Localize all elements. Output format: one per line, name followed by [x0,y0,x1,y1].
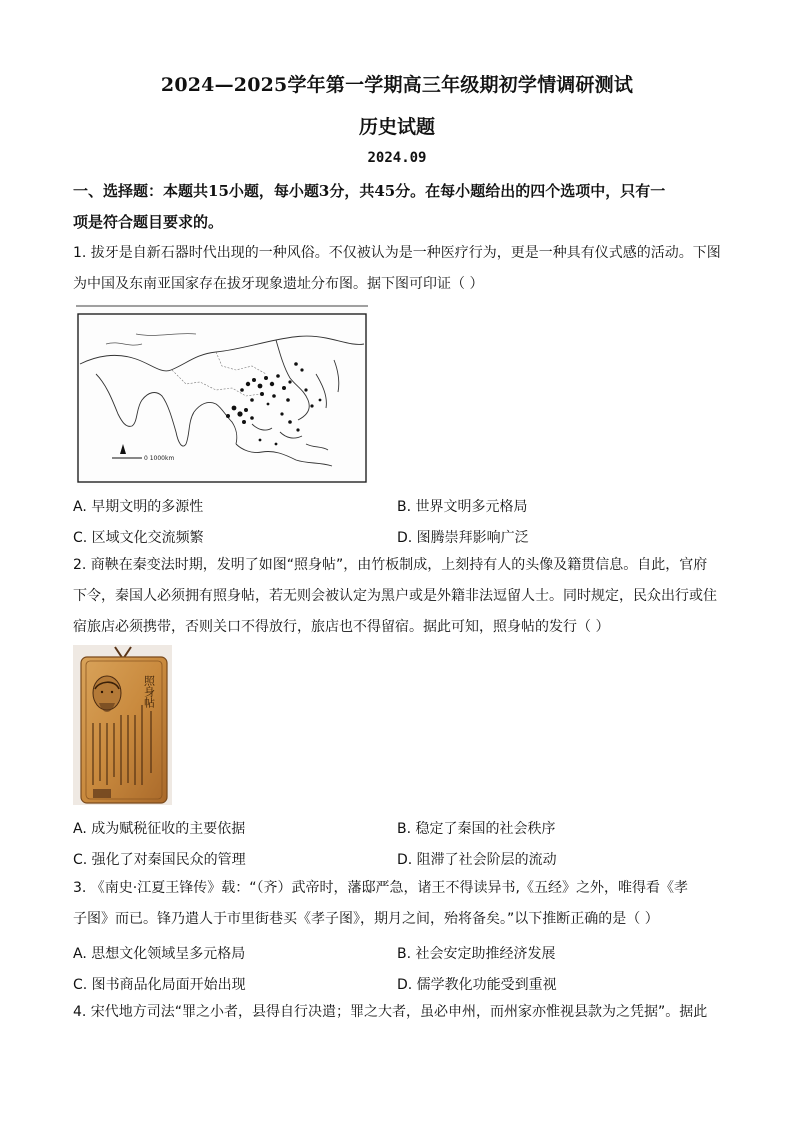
exam-date: 2024.09 [367,150,427,166]
section-heading-line-1: 一、选择题：本题共15小题，每小题3分，共45分。在每小题给出的四个选项中，只有一 [73,182,666,200]
pass-title: 照身帖 [142,675,156,708]
question-1-line-1: 1. 拔牙是自新石器时代出现的一种风俗。不仅被认为是一种医疗行为，更是一种具有仪式感的活动。下图 [73,245,721,261]
question-1-stem [73,238,723,300]
q2-option-c[interactable]: C. 强化了对秦国民众的管理 [73,852,246,868]
tooth-extraction-distribution-map [76,304,368,486]
question-2-line-2: 下令，秦国人必须拥有照身帖，若无则会被认定为黑户或是外籍非法逗留人士。同时规定，民众出行或住 [73,588,717,604]
question-3-line-2: 子图》而已。锋乃遣人于市里街巷买《孝子图》，期月之间，殆将备矣。”以下推断正确的是（ ） [73,911,659,927]
bamboo-pass-drawing [73,645,172,805]
q3-option-c[interactable]: C. 图书商品化局面开始出现 [73,977,246,993]
q1-option-c[interactable]: C. 区域文化交流频繁 [73,530,204,546]
question-2-line-1: 2. 商鞅在秦变法时期，发明了如图“照身帖”，由竹板制成，上刻持有人的头像及籍贯信息。自此，官府 [73,557,708,573]
question-3-stem [73,873,723,935]
exam-title: 2024—2025学年第一学期高三年级期初学情调研测试 [160,74,634,96]
q3-option-a[interactable]: A. 思想文化领域呈多元格局 [73,946,246,962]
map-scale-label: 0 1000km [144,455,175,462]
q1-option-a[interactable]: A. 早期文明的多源性 [73,499,204,515]
section-heading-line-2: 项是符合题目要求的。 [73,213,224,231]
question-4-stem [73,997,723,1028]
q1-option-b[interactable]: B. 世界文明多元格局 [397,499,528,515]
question-2-stem [73,550,723,643]
question-3-line-1: 3. 《南史·江夏王锋传》载：“（齐）武帝时，藩邸严急，诸王不得读异书,《五经》之外，唯得看《孝 [73,880,688,896]
bamboo-identity-pass-photo [73,645,172,805]
question-1-line-2: 为中国及东南亚国家存在拔牙现象遗址分布图。据下图可印证（ ） [73,276,484,292]
q2-option-d[interactable]: D. 阻滞了社会阶层的流动 [397,852,557,868]
q1-option-d[interactable]: D. 图腾崇拜影响广泛 [397,530,529,546]
q3-option-b[interactable]: B. 社会安定助推经济发展 [397,946,556,962]
q2-option-a[interactable]: A. 成为赋税征收的主要依据 [73,821,246,837]
subject-title: 历史试题 [358,116,435,138]
map-drawing [76,304,368,486]
q2-option-b[interactable]: B. 稳定了秦国的社会秩序 [397,821,556,837]
section-heading [73,176,723,238]
question-2-line-3: 宿旅店必须携带，否则关口不得放行，旅店也不得留宿。据此可知，照身帖的发行（ ） [73,619,610,635]
question-4-line-1: 4. 宋代地方司法“罪之小者，县得自行决遣；罪之大者，虽必申州，而州家亦惟视县款为之凭据”。据此 [73,1004,708,1020]
q3-option-d[interactable]: D. 儒学教化功能受到重视 [397,977,557,993]
